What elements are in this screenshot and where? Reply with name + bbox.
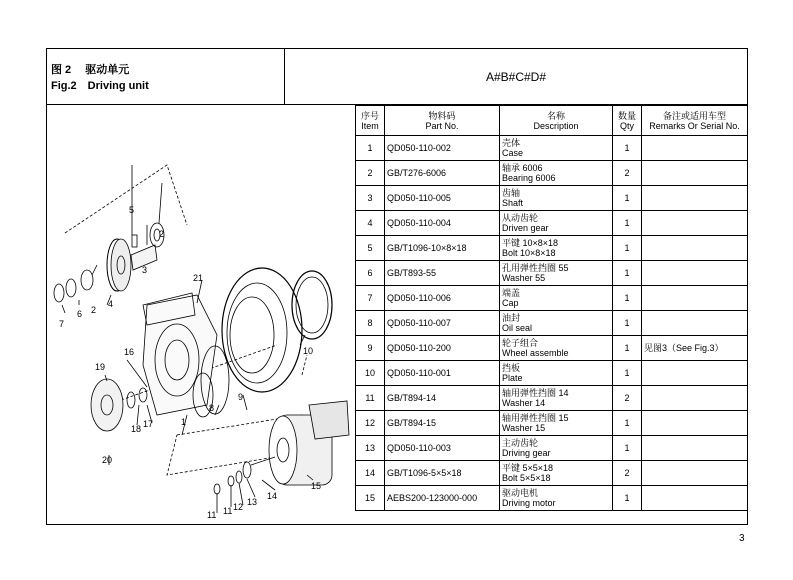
callout-1: 1 bbox=[181, 417, 187, 427]
callout-21: 21 bbox=[193, 273, 204, 283]
description-zh: 平键 5×5×18 bbox=[502, 463, 554, 473]
description-en: Shaft bbox=[502, 198, 524, 208]
cell-remarks bbox=[642, 436, 748, 461]
figure-title-block bbox=[47, 49, 285, 105]
cell-description bbox=[500, 211, 613, 236]
cell-item: 9 bbox=[356, 336, 385, 361]
cell-part-no: QD050-110-001 bbox=[385, 361, 500, 386]
cell-description bbox=[500, 286, 613, 311]
callout-6: 6 bbox=[77, 309, 83, 319]
table-row bbox=[356, 136, 748, 161]
description-en: Washer 55 bbox=[502, 273, 546, 283]
cell-description bbox=[500, 336, 613, 361]
callout-12: 12 bbox=[233, 502, 244, 512]
model-code: A#B#C#D# bbox=[485, 69, 547, 84]
cell-description bbox=[500, 386, 613, 411]
cell-description bbox=[500, 261, 613, 286]
cell-part-no: GB/T894-15 bbox=[385, 411, 500, 436]
table-row bbox=[356, 186, 748, 211]
description-en: Bolt 10×8×18 bbox=[502, 248, 556, 258]
cell-part-no: QD050-110-004 bbox=[385, 211, 500, 236]
table-row bbox=[356, 286, 748, 311]
cell-qty: 1 bbox=[613, 286, 642, 311]
description-zh: 轮子组合 bbox=[502, 338, 539, 348]
page-frame bbox=[46, 48, 748, 525]
cell-remarks bbox=[642, 311, 748, 336]
description-zh: 齿轴 bbox=[502, 188, 521, 198]
cell-item: 11 bbox=[356, 386, 385, 411]
description-zh: 端盖 bbox=[502, 288, 521, 298]
description-zh: 挡板 bbox=[502, 363, 521, 373]
cell-item: 14 bbox=[356, 461, 385, 486]
callout-8: 8 bbox=[209, 403, 215, 413]
description-zh: 轴承 6006 bbox=[502, 163, 543, 173]
table-row bbox=[356, 361, 748, 386]
table-row bbox=[356, 236, 748, 261]
cell-qty: 2 bbox=[613, 386, 642, 411]
table-row bbox=[356, 211, 748, 236]
table-row bbox=[356, 311, 748, 336]
header-qty: 数量 Qty bbox=[613, 106, 642, 136]
cell-description bbox=[500, 486, 613, 511]
cell-item: 3 bbox=[356, 186, 385, 211]
cell-description bbox=[500, 236, 613, 261]
cell-remarks bbox=[642, 261, 748, 286]
cell-item: 10 bbox=[356, 361, 385, 386]
cell-qty: 2 bbox=[613, 461, 642, 486]
description-en: Driven gear bbox=[502, 223, 549, 233]
cell-remarks bbox=[642, 386, 748, 411]
cell-item: 13 bbox=[356, 436, 385, 461]
table-row bbox=[356, 161, 748, 186]
description-en: Bearing 6006 bbox=[502, 173, 556, 183]
cell-qty: 1 bbox=[613, 136, 642, 161]
cell-part-no: QD050-110-005 bbox=[385, 186, 500, 211]
cell-qty: 2 bbox=[613, 161, 642, 186]
description-en: Cap bbox=[502, 298, 519, 308]
table-row bbox=[356, 336, 748, 361]
cell-part-no: GB/T894-14 bbox=[385, 386, 500, 411]
callout-15: 15 bbox=[311, 481, 322, 491]
header-description: 名称 Description bbox=[500, 106, 613, 136]
table-row bbox=[356, 386, 748, 411]
exploded-view-drawing bbox=[47, 105, 355, 526]
cell-item: 7 bbox=[356, 286, 385, 311]
callout-2a: 2 bbox=[159, 229, 165, 239]
cell-description bbox=[500, 411, 613, 436]
callout-18: 18 bbox=[131, 424, 142, 434]
cell-part-no: GB/T1096-5×5×18 bbox=[385, 461, 500, 486]
cell-item: 5 bbox=[356, 236, 385, 261]
cell-part-no: GB/T1096-10×8×18 bbox=[385, 236, 500, 261]
description-zh: 轴用弹性挡圈 15 bbox=[502, 413, 569, 423]
cell-item: 12 bbox=[356, 411, 385, 436]
callout-20: 20 bbox=[102, 455, 113, 465]
description-zh: 主动齿轮 bbox=[502, 438, 539, 448]
cell-remarks bbox=[642, 186, 748, 211]
description-en: Washer 15 bbox=[502, 423, 546, 433]
cell-description bbox=[500, 461, 613, 486]
table-row bbox=[356, 261, 748, 286]
cell-remarks bbox=[642, 486, 748, 511]
cell-remarks bbox=[642, 211, 748, 236]
table-row bbox=[356, 411, 748, 436]
description-zh: 油封 bbox=[502, 313, 521, 323]
callout-9: 9 bbox=[238, 392, 244, 402]
description-en: Bolt 5×5×18 bbox=[502, 473, 551, 483]
callout-4: 4 bbox=[108, 299, 114, 309]
cell-qty: 1 bbox=[613, 361, 642, 386]
page-number: 3 bbox=[739, 533, 745, 544]
cell-remarks bbox=[642, 361, 748, 386]
cell-qty: 1 bbox=[613, 261, 642, 286]
callout-11b: 11 bbox=[207, 510, 217, 520]
cell-description bbox=[500, 361, 613, 386]
cell-part-no: QD050-110-200 bbox=[385, 336, 500, 361]
description-zh: 平键 10×8×18 bbox=[502, 238, 559, 248]
cell-remarks bbox=[642, 411, 748, 436]
cell-part-no: GB/T893-55 bbox=[385, 261, 500, 286]
cell-part-no: QD050-110-006 bbox=[385, 286, 500, 311]
callout-13: 13 bbox=[247, 497, 258, 507]
table-header-row bbox=[356, 106, 748, 136]
callout-7: 7 bbox=[59, 319, 65, 329]
cell-qty: 1 bbox=[613, 336, 642, 361]
cell-description bbox=[500, 186, 613, 211]
figure-title-zh: 图 2 驱动单元 bbox=[51, 64, 130, 76]
callout-14: 14 bbox=[267, 491, 278, 501]
cell-item: 4 bbox=[356, 211, 385, 236]
figure-title-en: Fig.2 Driving unit bbox=[51, 80, 149, 92]
header-remarks: 备注或适用车型 Remarks Or Serial No. bbox=[642, 106, 748, 136]
parts-table bbox=[355, 105, 748, 511]
cell-remarks bbox=[642, 236, 748, 261]
table-row bbox=[356, 436, 748, 461]
cell-description bbox=[500, 436, 613, 461]
callout-11a: 11 bbox=[223, 506, 233, 516]
cell-qty: 1 bbox=[613, 236, 642, 261]
cell-part-no: QD050-110-003 bbox=[385, 436, 500, 461]
description-zh: 从动齿轮 bbox=[502, 213, 539, 223]
callout-16: 16 bbox=[124, 347, 135, 357]
cell-description bbox=[500, 311, 613, 336]
cell-item: 8 bbox=[356, 311, 385, 336]
model-header bbox=[285, 49, 747, 105]
cell-description bbox=[500, 161, 613, 186]
cell-qty: 1 bbox=[613, 211, 642, 236]
callout-3: 3 bbox=[142, 265, 148, 275]
cell-qty: 1 bbox=[613, 436, 642, 461]
cell-item: 6 bbox=[356, 261, 385, 286]
callout-5: 5 bbox=[129, 205, 135, 215]
callout-19: 19 bbox=[95, 362, 106, 372]
description-en: Oil seal bbox=[502, 323, 533, 333]
header-item: 序号 Item bbox=[356, 106, 385, 136]
cell-part-no: QD050-110-007 bbox=[385, 311, 500, 336]
cell-remarks bbox=[642, 161, 748, 186]
cell-item: 2 bbox=[356, 161, 385, 186]
callout-10: 10 bbox=[303, 346, 314, 356]
cell-part-no: AEBS200-123000-000 bbox=[385, 486, 500, 511]
cell-qty: 1 bbox=[613, 311, 642, 336]
table-row bbox=[356, 486, 748, 511]
cell-qty: 1 bbox=[613, 186, 642, 211]
description-en: Driving motor bbox=[502, 498, 556, 508]
cell-item: 1 bbox=[356, 136, 385, 161]
description-en: Plate bbox=[502, 373, 523, 383]
callout-17: 17 bbox=[143, 419, 154, 429]
description-zh: 驱动电机 bbox=[502, 488, 539, 498]
callout-2b: 2 bbox=[91, 305, 97, 315]
cell-qty: 1 bbox=[613, 411, 642, 436]
header-part-no: 物料码 Part No. bbox=[385, 106, 500, 136]
description-en: Washer 14 bbox=[502, 398, 546, 408]
description-zh: 轴用弹性挡圈 14 bbox=[502, 388, 569, 398]
description-zh: 壳体 bbox=[502, 138, 521, 148]
cell-part-no: QD050-110-002 bbox=[385, 136, 500, 161]
description-en: Case bbox=[502, 148, 524, 158]
description-en: Driving gear bbox=[502, 448, 551, 458]
description-zh: 孔用弹性挡圈 55 bbox=[502, 263, 569, 273]
table-row bbox=[356, 461, 748, 486]
cell-part-no: GB/T276-6006 bbox=[385, 161, 500, 186]
cell-remarks bbox=[642, 136, 748, 161]
cell-description bbox=[500, 136, 613, 161]
cell-remarks bbox=[642, 286, 748, 311]
cell-item: 15 bbox=[356, 486, 385, 511]
cell-remarks bbox=[642, 461, 748, 486]
cell-qty: 1 bbox=[613, 486, 642, 511]
cell-remarks: 见图3（See Fig.3） bbox=[642, 336, 748, 361]
description-en: Wheel assemble bbox=[502, 348, 569, 358]
